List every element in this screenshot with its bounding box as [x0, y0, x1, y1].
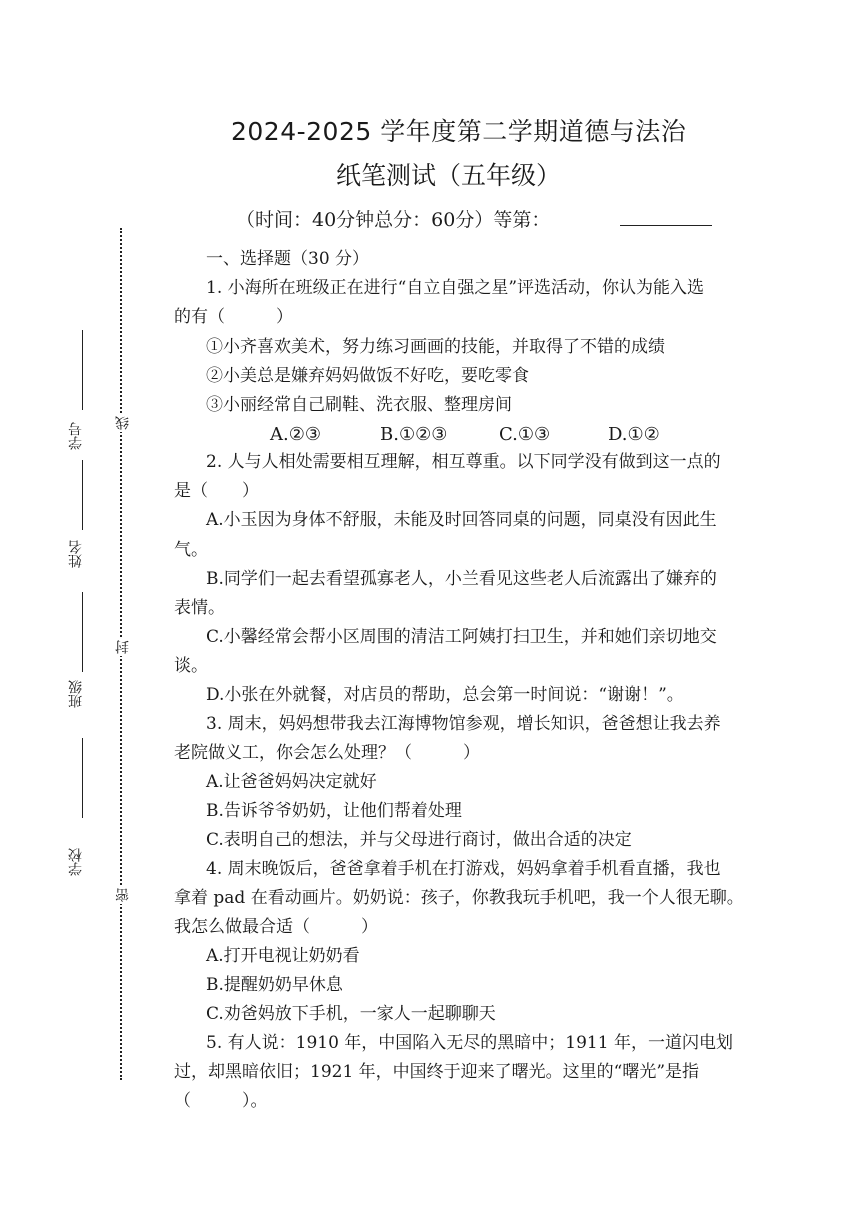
name-blank[interactable] [82, 460, 83, 530]
q2-stem-line2: 是（ ） [174, 481, 259, 501]
q2-option-b-line2: 表情。 [174, 598, 225, 618]
q4-stem-line2: 拿着 pad 在看动画片。奶奶说：孩子，你教我玩手机吧，我一个人很无聊。 [174, 888, 744, 908]
school-blank[interactable] [82, 738, 83, 818]
section-heading: 一、选择题（30 分） [206, 249, 370, 269]
q3-option-a[interactable]: A.让爸爸妈妈决定就好 [206, 772, 377, 792]
q5-stem-line3: （ ）。 [174, 1091, 268, 1111]
grade-blank[interactable] [620, 225, 712, 226]
seal-mark-secret: 密 [115, 888, 131, 902]
q1-option-b[interactable]: B.①②③ [380, 424, 448, 445]
name-label: 姓名 [68, 540, 84, 568]
exam-meta [236, 205, 712, 232]
q1-option-c[interactable]: C.①③ [499, 424, 551, 445]
seal-mark-line: 线 [115, 416, 131, 430]
q1-option-a[interactable]: A.②③ [270, 424, 321, 445]
exam-subtitle: 纸笔测试（五年级） [336, 161, 562, 190]
q2-option-d[interactable]: D.小张在外就餐，对店员的帮助，总会第一时间说：“谢谢！”。 [206, 685, 684, 705]
q3-stem-line1: 3. 周末，妈妈想带我去江海博物馆参观，增长知识，爸爸想让我去养 [206, 714, 721, 734]
time-score-grade-label: （时间：40分钟总分：60分）等第： [236, 209, 551, 231]
q2-stem-line1: 2. 人与人相处需要相互理解，相互尊重。以下同学没有做到这一点的 [206, 452, 721, 472]
q2-option-c-line2: 谈。 [174, 656, 208, 676]
q1-item-3: ③小丽经常自己刷鞋、洗衣服、整理房间 [206, 395, 512, 415]
q3-stem-line2: 老院做义工，你会怎么处理？（ ） [174, 743, 480, 763]
q3-option-c[interactable]: C.表明自己的想法，并与父母进行商讨，做出合适的决定 [206, 830, 632, 850]
class-blank[interactable] [82, 592, 83, 672]
q3-option-b[interactable]: B.告诉爷爷奶奶，让他们帮着处理 [206, 801, 462, 821]
q4-option-c[interactable]: C.劝爸妈放下手机，一家人一起聊聊天 [206, 1004, 496, 1024]
class-label: 班级 [68, 680, 84, 708]
q2-option-c-line1[interactable]: C.小馨经常会帮小区周围的清洁工阿姨打扫卫生，并和她们亲切地交 [206, 627, 717, 647]
q2-option-a-line1[interactable]: A.小玉因为身体不舒服，未能及时回答同桌的问题，同桌没有因此生 [206, 510, 717, 530]
q4-stem-line1: 4. 周末晚饭后，爸爸拿着手机在打游戏，妈妈拿着手机看直播，我也 [206, 859, 721, 879]
seal-mark-seal: 封 [115, 640, 131, 654]
student-id-label: 学号 [68, 422, 84, 450]
school-label: 学校 [68, 848, 84, 876]
q1-stem-line1: 1. 小海所在班级正在进行“自立自强之星”评选活动，你认为能入选 [206, 278, 705, 298]
q2-option-b-line1[interactable]: B.同学们一起去看望孤寡老人，小兰看见这些老人后流露出了嫌弃的 [206, 569, 717, 589]
q1-item-2: ②小美总是嫌弃妈妈做饭不好吃，要吃零食 [206, 366, 529, 386]
q2-option-a-line2: 气。 [174, 540, 208, 560]
q5-stem-line2: 过，却黑暗依旧；1921 年，中国终于迎来了曙光。这里的“曙光”是指 [174, 1062, 700, 1082]
q4-option-b[interactable]: B.提醒奶奶早休息 [206, 975, 343, 995]
q4-stem-line3: 我怎么做最合适（ ） [174, 917, 378, 937]
student-id-blank[interactable] [82, 330, 83, 410]
q5-stem-line1: 5. 有人说：1910 年，中国陷入无尽的黑暗中；1911 年，一道闪电划 [206, 1033, 733, 1053]
q1-item-1: ①小齐喜欢美术，努力练习画画的技能，并取得了不错的成绩 [206, 337, 665, 357]
q1-stem-line2: 的有（ ） [174, 307, 293, 327]
q1-option-d[interactable]: D.①② [608, 424, 660, 445]
exam-title: 2024-2025 学年度第二学期道德与法治 [231, 117, 687, 146]
q4-option-a[interactable]: A.打开电视让奶奶看 [206, 946, 360, 966]
